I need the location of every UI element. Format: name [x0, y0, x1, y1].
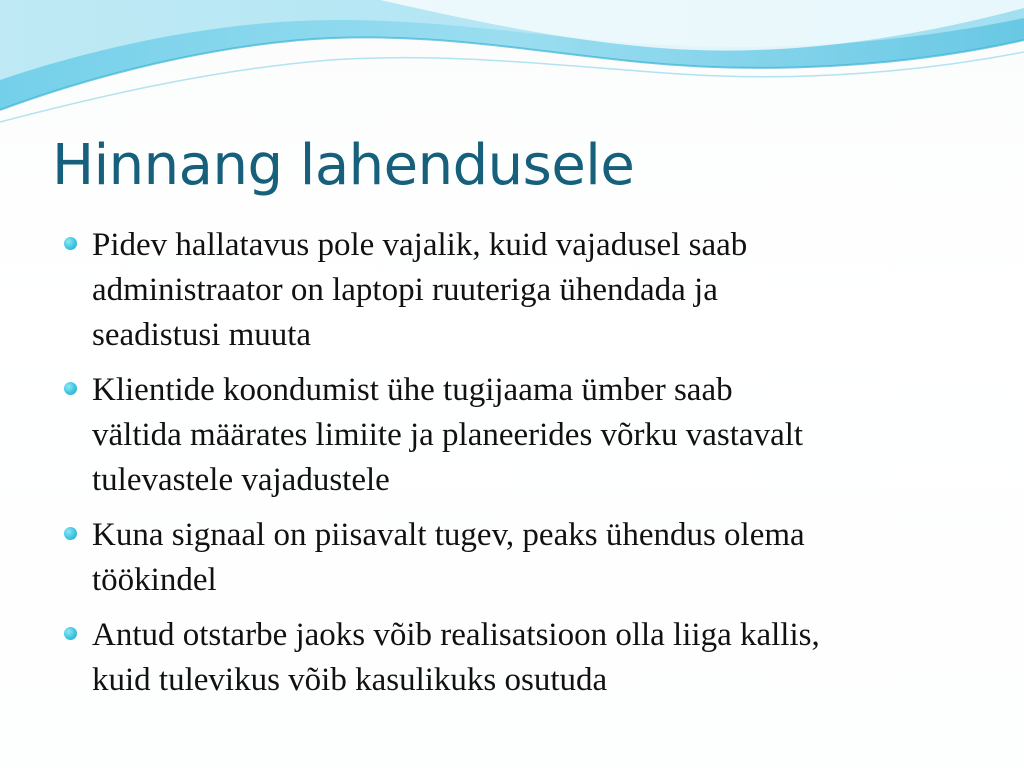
- bullet-text-line: kuid tulevikus võib kasulikuks osutuda: [92, 662, 608, 698]
- bullet-text-line: töökindel: [92, 562, 217, 598]
- bullet-text-line: administraator on laptopi ruuteriga ühendada ja: [92, 272, 718, 308]
- bullet-dot-icon: [64, 382, 77, 395]
- bullet-text-line: Pidev hallatavus pole vajalik, kuid vajadusel saab: [92, 227, 748, 263]
- bullet-dot-icon: [64, 527, 77, 540]
- bullet-text-line: Antud otstarbe jaoks võib realisatsioon olla liiga kallis,: [92, 617, 820, 653]
- bullet-text-line: tulevastele vajadustele: [92, 462, 390, 498]
- bullet-list: [62, 223, 962, 713]
- bullet-dot-icon: [64, 627, 77, 640]
- header-wave-decoration: [0, 0, 1024, 140]
- bullet-item: [62, 368, 962, 503]
- bullet-text-line: Kuna signaal on piisavalt tugev, peaks ühendus olema: [92, 517, 805, 553]
- bullet-item: [62, 223, 962, 358]
- bullet-item: [62, 513, 962, 603]
- bullet-item: [62, 613, 962, 703]
- bullet-text-line: Klientide koondumist ühe tugijaama ümber saab: [92, 372, 733, 408]
- slide-title: Hinnang lahendusele: [52, 133, 635, 198]
- bullet-text-line: seadistusi muuta: [92, 317, 312, 353]
- bullet-dot-icon: [64, 237, 77, 250]
- bullet-text-line: vältida määrates limiite ja planeerides võrku vastavalt: [92, 417, 804, 453]
